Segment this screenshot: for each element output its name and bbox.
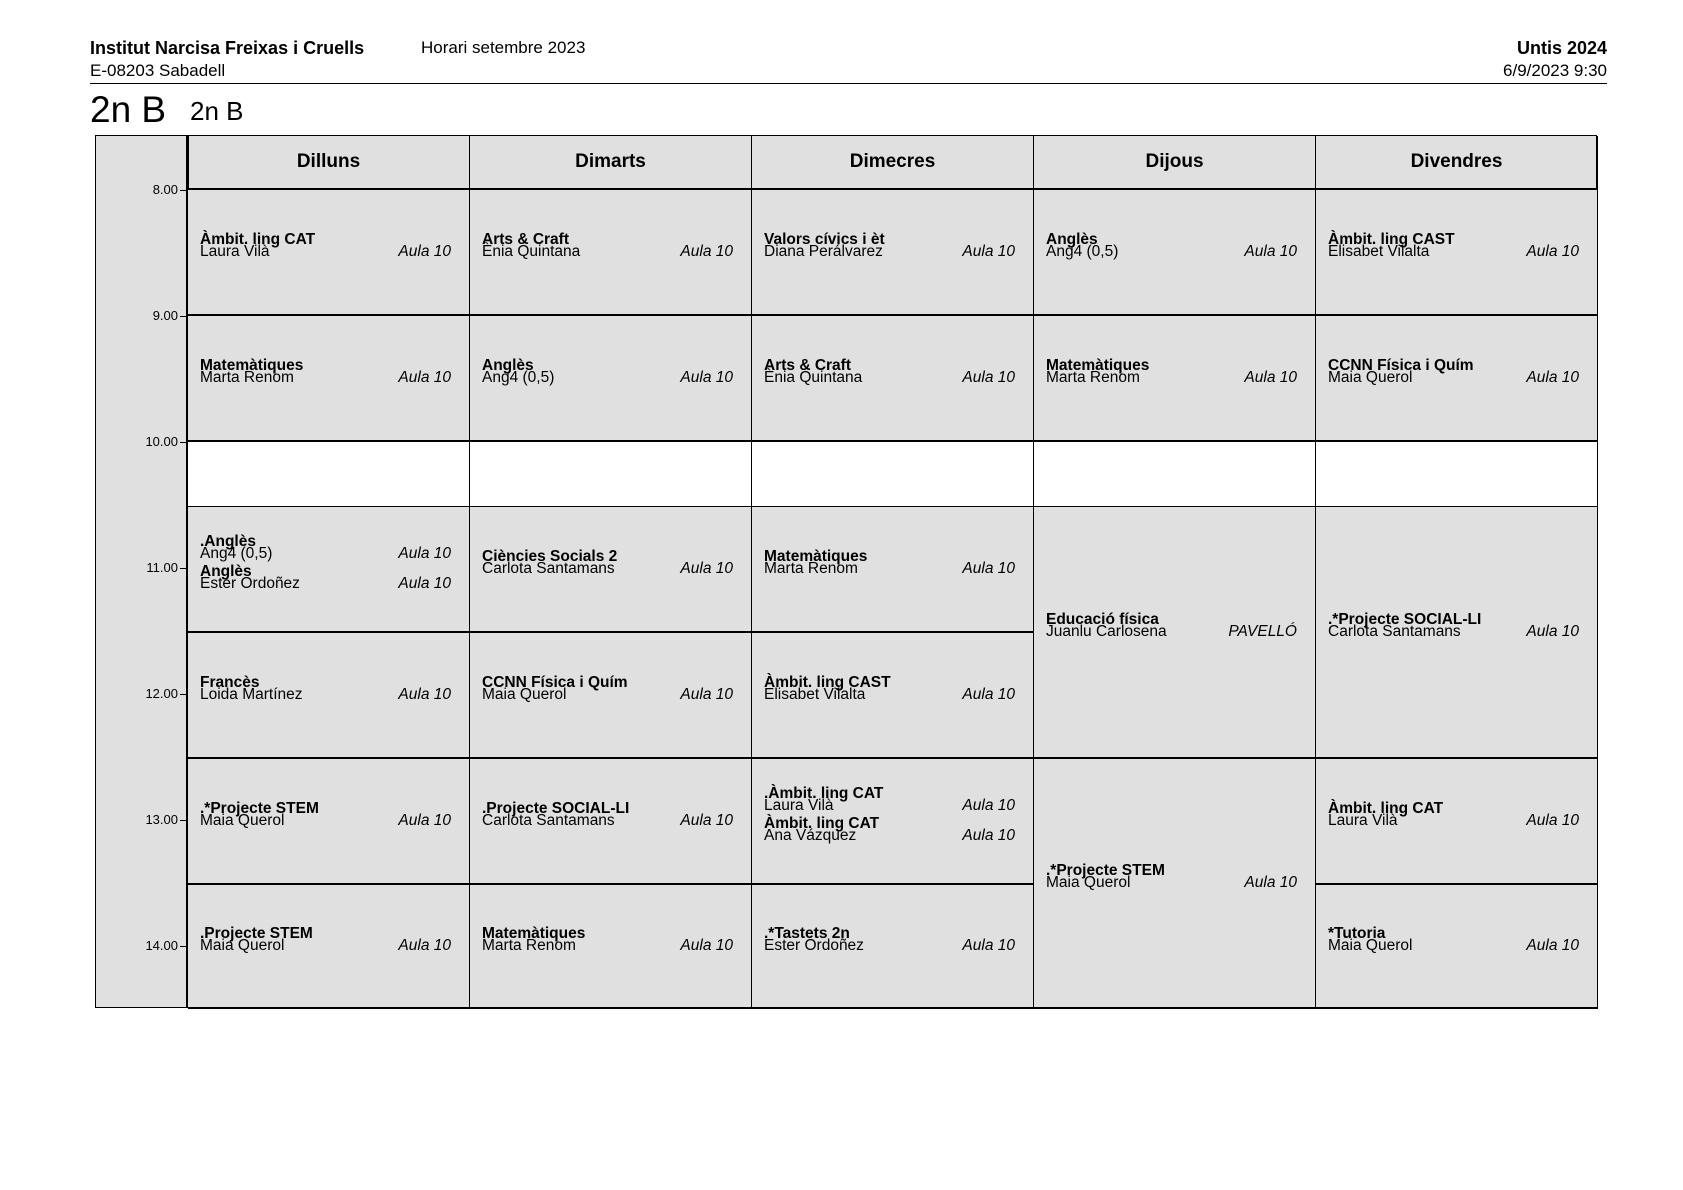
lesson-entry xyxy=(482,675,733,703)
lesson-cell[interactable] xyxy=(470,316,752,442)
lesson-entry xyxy=(482,549,733,577)
lesson-entry xyxy=(482,801,733,829)
time-label: 8.00 xyxy=(152,182,178,197)
lesson-teacher: Ang4 (0,5) xyxy=(200,545,273,562)
lesson-cell[interactable] xyxy=(1034,507,1316,759)
lesson-subject: Anglès xyxy=(1046,231,1098,248)
lesson-entry xyxy=(1046,232,1297,260)
lesson-teacher: Ester Ordoñez xyxy=(200,575,300,592)
lesson-subject: Matemàtiques xyxy=(482,925,586,942)
header-divider xyxy=(90,83,1607,84)
lesson-subject: Ciències Socials 2 xyxy=(482,548,618,565)
lesson-entry xyxy=(1046,358,1297,386)
class-name: 2n B xyxy=(190,96,244,126)
lesson-entry xyxy=(1046,863,1297,891)
lesson-entry xyxy=(1328,612,1579,640)
lesson-room: Aula 10 xyxy=(398,545,451,562)
lesson-cell[interactable] xyxy=(1034,316,1316,442)
time-tick xyxy=(180,820,186,821)
lesson-room: Aula 10 xyxy=(962,369,1015,386)
lesson-teacher: Maia Querol xyxy=(200,812,285,829)
lesson-cell[interactable] xyxy=(188,507,470,633)
lesson-teacher: Ènia Quintana xyxy=(482,243,581,260)
day-header: Dimecres xyxy=(752,136,1034,190)
lesson-entry xyxy=(1328,358,1579,386)
lesson-room: Aula 10 xyxy=(962,937,1015,954)
lesson-cell[interactable] xyxy=(752,633,1034,759)
lesson-teacher: Carlota Santamans xyxy=(482,560,615,577)
lesson-entry xyxy=(200,232,451,260)
lesson-room: Aula 10 xyxy=(398,937,451,954)
break-cell xyxy=(470,442,752,507)
lesson-room: Aula 10 xyxy=(680,812,733,829)
lesson-teacher: Maia Querol xyxy=(482,686,567,703)
time-label: 13.00 xyxy=(145,812,178,827)
lesson-cell[interactable] xyxy=(188,633,470,759)
lesson-entry xyxy=(482,358,733,386)
lesson-subject: CCNN Física i Quím xyxy=(1328,357,1474,374)
time-tick xyxy=(180,190,186,191)
lesson-cell[interactable] xyxy=(470,759,752,885)
lesson-room: Aula 10 xyxy=(962,243,1015,260)
time-label: 12.00 xyxy=(145,686,178,701)
lesson-room: Aula 10 xyxy=(962,797,1015,814)
lesson-subject: .Projecte SOCIAL-LI xyxy=(482,800,630,817)
lesson-entry xyxy=(1328,801,1579,829)
lesson-room: Aula 10 xyxy=(962,827,1015,844)
day-header: Dijous xyxy=(1034,136,1316,190)
lesson-subject: .Anglès xyxy=(200,533,256,550)
lesson-entry xyxy=(1046,612,1297,640)
lesson-entry xyxy=(200,534,451,562)
lesson-teacher: Diana Perálvarez xyxy=(764,243,883,260)
lesson-entry xyxy=(764,358,1015,386)
lesson-teacher: Loida Martínez xyxy=(200,686,303,703)
time-tick xyxy=(180,316,186,317)
lesson-teacher: Carlota Santamans xyxy=(482,812,615,829)
lesson-cell[interactable] xyxy=(752,759,1034,885)
day-header: Divendres xyxy=(1316,136,1598,190)
lesson-subject: Àmbit. ling CAT xyxy=(1328,800,1444,817)
lesson-room: Aula 10 xyxy=(398,243,451,260)
lesson-subject: Àmbit. ling CAT xyxy=(200,231,316,248)
lesson-room: Aula 10 xyxy=(1526,937,1579,954)
lesson-teacher: Juanlu Carlosena xyxy=(1046,623,1167,640)
lesson-subject: .Àmbit. ling CAT xyxy=(764,785,884,802)
lesson-subject: Arts & Craft xyxy=(764,357,851,374)
product-name: Untis 2024 xyxy=(1516,38,1607,58)
time-label: 14.00 xyxy=(145,938,178,953)
lesson-cell[interactable] xyxy=(1316,759,1598,885)
school-name: Institut Narcisa Freixas i Cruells xyxy=(90,38,365,58)
lesson-entry xyxy=(200,564,451,592)
lesson-room: Aula 10 xyxy=(1244,243,1297,260)
time-tick xyxy=(180,442,186,443)
lesson-entry xyxy=(200,926,451,954)
lesson-subject: .*Projecte SOCIAL-LI xyxy=(1328,611,1482,628)
lesson-cell[interactable] xyxy=(752,885,1034,1009)
lesson-teacher: Marta Renom xyxy=(1046,369,1140,386)
lesson-room: Aula 10 xyxy=(680,686,733,703)
timetable-subtitle: Horari setembre 2023 xyxy=(421,38,586,57)
lesson-room: Aula 10 xyxy=(398,369,451,386)
lesson-entry xyxy=(764,549,1015,577)
lesson-entry xyxy=(482,926,733,954)
lesson-room: Aula 10 xyxy=(398,575,451,592)
lesson-room: Aula 10 xyxy=(1244,369,1297,386)
time-tick xyxy=(180,946,186,947)
time-label: 9.00 xyxy=(152,308,178,323)
lesson-entry xyxy=(764,786,1015,814)
lesson-entry xyxy=(1328,926,1579,954)
lesson-cell[interactable] xyxy=(1316,885,1598,1009)
lesson-cell[interactable] xyxy=(752,507,1034,633)
lesson-teacher: Ènia Quintana xyxy=(764,369,863,386)
time-label: 11.00 xyxy=(146,560,178,575)
lesson-room: Aula 10 xyxy=(680,560,733,577)
lesson-teacher: Marta Renom xyxy=(764,560,858,577)
lesson-teacher: Ana Vázquez xyxy=(764,827,857,844)
lesson-cell[interactable] xyxy=(470,190,752,316)
lesson-teacher: Marta Renom xyxy=(200,369,294,386)
lesson-teacher: Carlota Santamans xyxy=(1328,623,1461,640)
lesson-cell[interactable] xyxy=(1034,190,1316,316)
lesson-cell[interactable] xyxy=(188,316,470,442)
lesson-subject: *Tutoria xyxy=(1328,925,1386,942)
lesson-subject: Matemàtiques xyxy=(1046,357,1150,374)
time-tick xyxy=(180,694,186,695)
time-tick xyxy=(180,568,186,569)
lesson-cell[interactable] xyxy=(1316,190,1598,316)
day-header: Dimarts xyxy=(470,136,752,190)
lesson-subject: Francès xyxy=(200,674,260,691)
lesson-cell[interactable] xyxy=(752,190,1034,316)
break-cell xyxy=(752,442,1034,507)
print-datetime: 6/9/2023 9:30 xyxy=(1503,61,1607,80)
lesson-cell[interactable] xyxy=(752,316,1034,442)
lesson-teacher: Maia Querol xyxy=(1328,937,1413,954)
lesson-entry xyxy=(764,675,1015,703)
lesson-entry xyxy=(764,232,1015,260)
lesson-teacher: Laura Vilà xyxy=(200,243,270,260)
lesson-room: Aula 10 xyxy=(1526,243,1579,260)
lesson-teacher: Laura Vilà xyxy=(764,797,834,814)
lesson-entry xyxy=(482,232,733,260)
lesson-subject: .*Tastets 2n xyxy=(764,925,850,942)
lesson-teacher: Marta Renom xyxy=(482,937,576,954)
break-cell xyxy=(1316,442,1598,507)
lesson-room: Aula 10 xyxy=(680,243,733,260)
lesson-entry xyxy=(200,801,451,829)
lesson-room: Aula 10 xyxy=(398,686,451,703)
day-header: Dilluns xyxy=(188,136,470,190)
lesson-entry xyxy=(200,358,451,386)
break-cell xyxy=(188,442,470,507)
lesson-cell[interactable] xyxy=(188,885,470,1009)
lesson-cell[interactable] xyxy=(188,759,470,885)
lesson-teacher: Elisabet Vilalta xyxy=(764,686,866,703)
lesson-teacher: Ang4 (0,5) xyxy=(482,369,555,386)
lesson-teacher: Laura Vilà xyxy=(1328,812,1398,829)
lesson-subject: Àmbit. ling CAST xyxy=(764,674,891,691)
lesson-room: Aula 10 xyxy=(1526,369,1579,386)
lesson-entry xyxy=(764,816,1015,844)
lesson-entry xyxy=(200,675,451,703)
school-address: E-08203 Sabadell xyxy=(90,61,226,80)
lesson-room: Aula 10 xyxy=(680,369,733,386)
lesson-subject: Àmbit. ling CAT xyxy=(764,815,880,832)
lesson-room: Aula 10 xyxy=(1244,874,1297,891)
lesson-subject: Educació física xyxy=(1046,611,1159,628)
lesson-teacher: Ang4 (0,5) xyxy=(1046,243,1119,260)
lesson-subject: Valors cívics i èt xyxy=(764,231,885,248)
lesson-subject: Àmbit. ling CAST xyxy=(1328,231,1455,248)
lesson-subject: Anglès xyxy=(482,357,534,374)
lesson-room: Aula 10 xyxy=(962,686,1015,703)
lesson-room: Aula 10 xyxy=(398,812,451,829)
lesson-room: Aula 10 xyxy=(680,937,733,954)
lesson-room: Aula 10 xyxy=(962,560,1015,577)
lesson-cell[interactable] xyxy=(188,190,470,316)
lesson-entry xyxy=(764,926,1015,954)
lesson-cell[interactable] xyxy=(1316,507,1598,759)
lesson-cell[interactable] xyxy=(470,507,752,633)
lesson-subject: Arts & Craft xyxy=(482,231,569,248)
lesson-cell[interactable] xyxy=(1034,759,1316,1009)
time-label: 10.00 xyxy=(145,434,178,449)
lesson-room: PAVELLÓ xyxy=(1228,623,1297,640)
class-title: 2n B xyxy=(90,89,167,130)
lesson-subject: Matemàtiques xyxy=(764,548,868,565)
timetable-grid xyxy=(95,135,1597,1008)
lesson-subject: Anglès xyxy=(200,563,252,580)
lesson-cell[interactable] xyxy=(470,633,752,759)
lesson-teacher: Elisabet Vilalta xyxy=(1328,243,1430,260)
lesson-room: Aula 10 xyxy=(1526,623,1579,640)
lesson-teacher: Maia Querol xyxy=(200,937,285,954)
lesson-cell[interactable] xyxy=(470,885,752,1009)
lesson-entry xyxy=(1328,232,1579,260)
lesson-teacher: Maia Querol xyxy=(1046,874,1131,891)
break-cell xyxy=(1034,442,1316,507)
lesson-subject: Matemàtiques xyxy=(200,357,304,374)
lesson-subject: .*Projecte STEM xyxy=(200,800,319,817)
lesson-subject: CCNN Física i Quím xyxy=(482,674,628,691)
lesson-room: Aula 10 xyxy=(1526,812,1579,829)
lesson-subject: .Projecte STEM xyxy=(200,925,313,942)
lesson-teacher: Maia Querol xyxy=(1328,369,1413,386)
lesson-teacher: Ester Ordoñez xyxy=(764,937,864,954)
lesson-subject: .*Projecte STEM xyxy=(1046,862,1165,879)
lesson-cell[interactable] xyxy=(1316,316,1598,442)
